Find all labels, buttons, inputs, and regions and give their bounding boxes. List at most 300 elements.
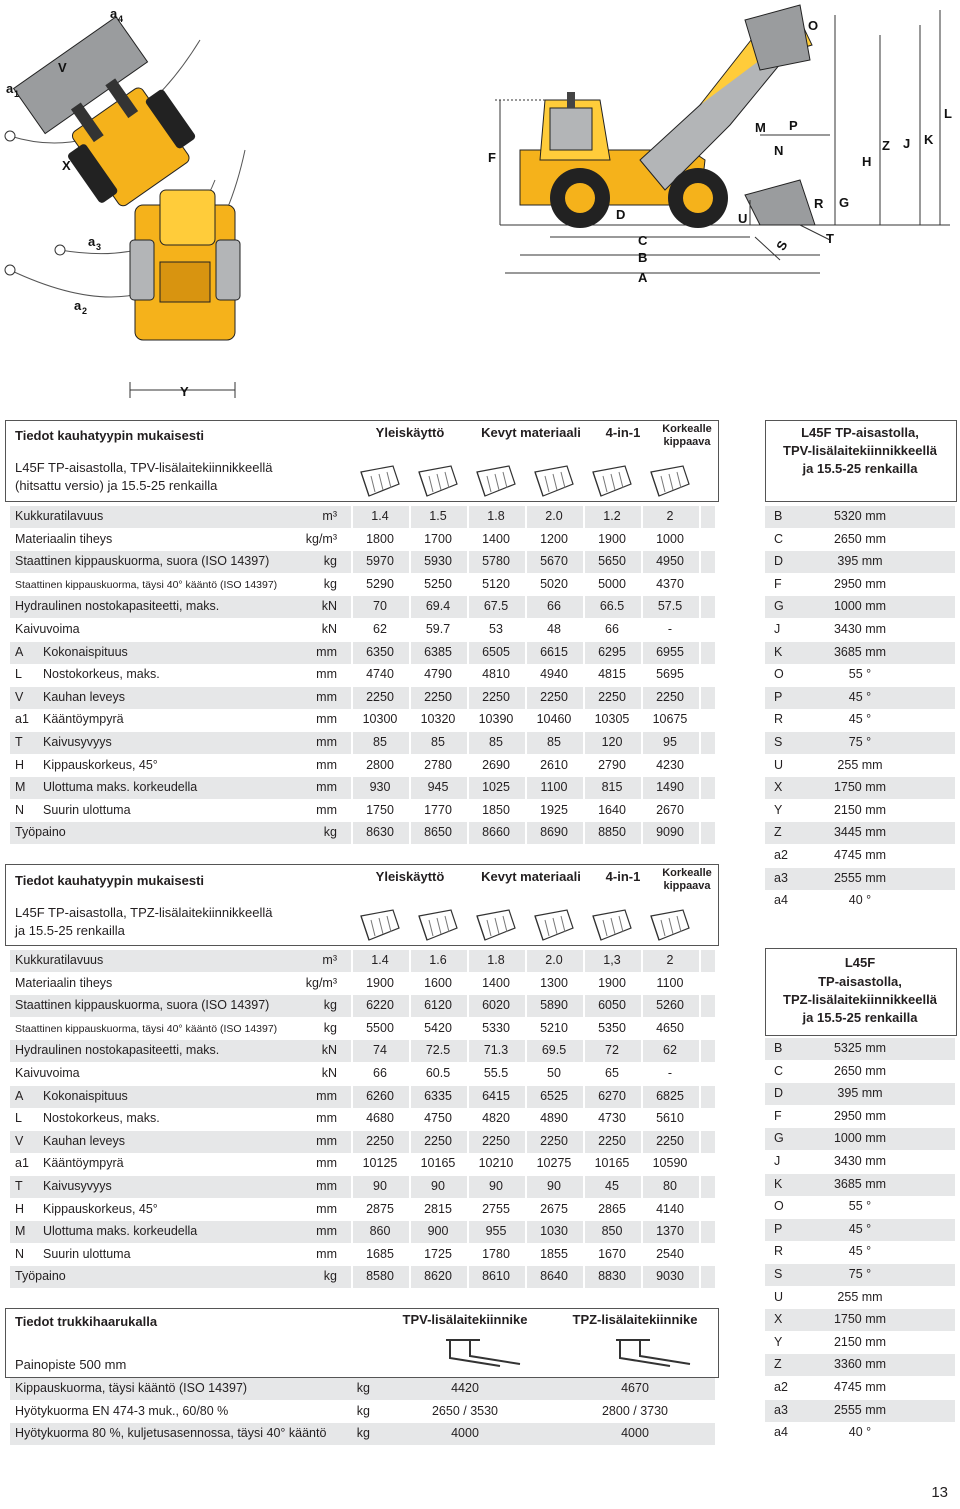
svg-text:H: H: [862, 154, 872, 169]
row-value: 1.2: [603, 509, 621, 523]
spec-row: [765, 619, 955, 641]
spec-value: 2650 mm: [833, 531, 887, 546]
row-value: 2650 / 3530: [431, 1403, 499, 1418]
row-value: 90: [431, 1179, 445, 1193]
spec-value: 40 °: [848, 893, 872, 908]
spec-key: X: [774, 780, 783, 795]
spec-row: [765, 1264, 955, 1286]
spec-value: 1750 mm: [833, 780, 887, 795]
row-label: [15, 758, 158, 772]
spec-key: a2: [774, 1380, 788, 1394]
row-letter: A: [15, 1088, 24, 1103]
table-row: [10, 973, 715, 995]
row-value: 2800 / 3730: [601, 1403, 669, 1418]
svg-text:2: 2: [82, 306, 88, 316]
table-row: [10, 529, 715, 551]
table-row: [10, 995, 715, 1017]
row-value: 10165: [594, 1156, 630, 1171]
row-unit: kg/m³: [305, 975, 337, 990]
row-unit: mm: [316, 802, 337, 817]
pallet-fork-icon: [440, 1336, 530, 1374]
row-value: 6615: [540, 644, 568, 659]
row-unit: m³: [322, 509, 337, 523]
table-row: [10, 1423, 715, 1445]
row-value: 5260: [656, 998, 684, 1013]
row-letter: A: [15, 644, 24, 659]
4in1-bucket-icon: [589, 462, 635, 500]
spec-row: [765, 845, 955, 867]
row-value: 4740: [366, 667, 394, 682]
bucket-icon: [473, 906, 519, 944]
spec-key: J: [774, 622, 781, 636]
column-separator: [351, 506, 353, 845]
row-unit: mm: [316, 712, 337, 727]
row-value: 53: [489, 622, 503, 636]
row-value: 4790: [424, 667, 452, 682]
row-value: 5500: [366, 1020, 394, 1035]
spec-key: O: [774, 1199, 784, 1214]
bucket-icon: [531, 906, 577, 944]
spec-value: 2555 mm: [833, 870, 887, 885]
row-label: [15, 645, 128, 659]
row-label-text: Kippauskorkeus, 45°: [43, 757, 158, 772]
table-row: [10, 777, 715, 799]
row-value: 70: [373, 599, 387, 614]
row-label: [15, 1134, 125, 1148]
row-value: 1000: [656, 531, 684, 546]
row-label: [15, 998, 269, 1012]
table-row: [10, 1176, 715, 1198]
row-label-text: Kaivuvoima: [15, 622, 80, 636]
row-value: 1400: [482, 975, 510, 990]
row-value: 90: [489, 1179, 503, 1193]
row-value: 10305: [594, 712, 630, 727]
row-value: 6270: [598, 1088, 626, 1103]
row-label-text: Kukkuratilavuus: [15, 953, 104, 967]
row-value: 2250: [424, 1133, 452, 1148]
column-separator: [583, 506, 585, 845]
table-row: [10, 1266, 715, 1288]
row-unit: kg: [356, 1381, 370, 1395]
4in1-bucket-icon: [589, 906, 635, 944]
table-row: [10, 709, 715, 731]
row-unit: m³: [322, 953, 337, 967]
spec-row: [765, 1241, 955, 1263]
spec-key: S: [774, 735, 783, 749]
row-label: Kippauskuorma, täysi kääntö (ISO 14397): [15, 1381, 248, 1395]
table-row: [10, 1108, 715, 1130]
row-value: 45: [605, 1179, 619, 1193]
row-unit: mm: [316, 1133, 337, 1148]
spec-key: Y: [774, 1334, 783, 1349]
spec-value: 3685 mm: [833, 644, 887, 659]
row-value: 5650: [598, 554, 626, 569]
row-value: 1900: [598, 975, 626, 990]
loader-side-view: [488, 5, 952, 285]
row-value: 4670: [621, 1381, 649, 1395]
row-label-text: Kauhan leveys: [43, 689, 126, 704]
pallet-fork-icon: [610, 1336, 700, 1374]
spec-row: [765, 506, 955, 528]
spec-key: a4: [774, 893, 788, 908]
row-value: 1685: [366, 1246, 394, 1261]
row-value: 10210: [478, 1156, 514, 1171]
spec-value: 2150 mm: [833, 1334, 887, 1349]
row-value: 2690: [482, 757, 510, 772]
spec-value: 4745 mm: [833, 848, 887, 862]
row-letter: N: [15, 802, 25, 817]
spec-row: [765, 1174, 955, 1196]
spec-key: Z: [774, 825, 782, 840]
row-value: 10460: [536, 712, 572, 727]
spec-row: [765, 1038, 955, 1060]
svg-text:U: U: [738, 211, 748, 226]
bucket-icon: [415, 462, 461, 500]
row-value: 6220: [366, 998, 394, 1013]
row-value: 955: [485, 1224, 507, 1239]
row-label: [15, 953, 103, 967]
spec-key: a2: [774, 848, 788, 862]
spec-value: 45 °: [848, 1244, 872, 1259]
row-label: [15, 712, 124, 726]
bucket-icon: [531, 462, 577, 500]
spec-value: 3430 mm: [833, 622, 887, 636]
row-value: 8630: [366, 825, 394, 840]
row-value: 85: [431, 735, 445, 749]
spec-row: [765, 1151, 955, 1173]
row-value: 2: [666, 953, 674, 967]
row-label-text: Nostokorkeus, maks.: [43, 667, 160, 682]
svg-text:L: L: [944, 106, 952, 121]
spec-value: 3430 mm: [833, 1154, 887, 1168]
table1-subtitle-2: (hitsattu versio) ja 15.5-25 renkailla: [15, 478, 218, 493]
row-value: 10275: [536, 1156, 572, 1171]
spec-key: Z: [774, 1357, 782, 1372]
row-label: Hyötykuorma EN 474-3 muk., 60/80 %: [15, 1403, 229, 1418]
table-row: [10, 1063, 715, 1085]
svg-text:J: J: [903, 136, 911, 151]
row-unit: kg: [323, 825, 337, 840]
table-row: [10, 1040, 715, 1062]
spec-value: 40 °: [848, 1425, 872, 1440]
row-value: 6260: [366, 1088, 394, 1103]
row-unit: kg/m³: [305, 531, 337, 546]
row-value: 5610: [656, 1111, 684, 1126]
row-value: 5120: [482, 576, 510, 591]
row-value: 6350: [366, 644, 394, 659]
spec-row: [765, 664, 955, 686]
row-value: 2800: [366, 757, 394, 772]
spec-row: [765, 1377, 955, 1399]
spec-row: [765, 574, 955, 596]
spec-key: F: [774, 1108, 782, 1123]
row-unit: mm: [316, 1179, 337, 1193]
spec-value: 5325 mm: [833, 1041, 887, 1055]
row-value: 2250: [540, 689, 568, 704]
row-value: 1750: [366, 802, 394, 817]
spec-key: B: [774, 509, 783, 523]
row-value: 900: [427, 1224, 449, 1239]
table2-title: Tiedot kauhatyypin mukaisesti: [15, 873, 205, 888]
row-label-text: Työpaino: [15, 825, 66, 840]
row-label: [15, 667, 160, 681]
row-value: 5970: [366, 554, 394, 569]
row-label: [15, 976, 112, 990]
row-unit: kg: [323, 554, 337, 569]
table1-title: Tiedot kauhatyypin mukaisesti: [15, 428, 205, 443]
spec-value: 3445 mm: [833, 825, 887, 840]
row-value: -: [667, 622, 673, 636]
row-value: 71.3: [483, 1043, 509, 1058]
spec-value: 395 mm: [837, 554, 883, 569]
svg-text:Y: Y: [180, 384, 189, 399]
row-value: 6020: [482, 998, 510, 1013]
row-value: 4750: [424, 1111, 452, 1126]
row-value: 66.5: [599, 599, 625, 614]
spec-key: C: [774, 1063, 784, 1078]
row-unit: mm: [316, 735, 337, 749]
row-value: 1100: [540, 780, 568, 795]
row-label: [15, 1179, 112, 1193]
row-value: 5420: [424, 1020, 452, 1035]
spec-row: [765, 1219, 955, 1241]
row-value: 2675: [540, 1201, 568, 1216]
row-value: 2780: [424, 757, 452, 772]
spec-key: B: [774, 1041, 783, 1055]
row-label: [15, 622, 80, 636]
row-value: 95: [663, 735, 677, 749]
row-value: 2250: [656, 689, 684, 704]
row-value: 860: [369, 1224, 391, 1239]
row-value: 1400: [482, 531, 510, 546]
row-value: 85: [373, 735, 387, 749]
row-unit: mm: [316, 667, 337, 682]
row-unit: mm: [316, 1111, 337, 1126]
row-label-text: Kaivusyvyys: [43, 735, 112, 749]
row-value: 62: [373, 622, 387, 636]
svg-text:O: O: [808, 18, 819, 33]
svg-text:P: P: [789, 118, 798, 133]
row-value: 2250: [366, 689, 394, 704]
row-value: 1900: [366, 975, 394, 990]
row-label-text: Ulottuma maks. korkeudella: [43, 780, 198, 795]
table-row: [10, 950, 715, 972]
svg-text:a: a: [6, 81, 14, 96]
row-unit: kg: [356, 1426, 370, 1441]
row-label-text: Kukkuratilavuus: [15, 509, 104, 523]
row-value: 2755: [482, 1201, 510, 1216]
column-separator: [409, 506, 411, 845]
spec-row: [765, 551, 955, 573]
row-label-text: Staattinen kippauskuorma, suora (ISO 14397): [15, 554, 270, 569]
row-value: 2670: [656, 802, 684, 817]
row-value: 5020: [540, 576, 568, 591]
spec-key: J: [774, 1154, 781, 1168]
table1-col-yleiskaytto: Yleiskäyttö: [375, 425, 445, 440]
row-value: 6415: [482, 1088, 510, 1103]
row-value: 6385: [424, 644, 452, 659]
spec-key: C: [774, 531, 784, 546]
row-value: 2250: [598, 689, 626, 704]
row-label: [15, 1043, 219, 1057]
spec-row: [765, 822, 955, 844]
column-separator: [641, 506, 643, 845]
table3-col-tpv: TPV-lisälaitekiinnike: [402, 1312, 528, 1327]
row-value: 2815: [424, 1201, 452, 1216]
svg-text:A: A: [638, 270, 648, 285]
row-value: -: [667, 1066, 673, 1080]
table3-col-tpz: TPZ-lisälaitekiinnike: [572, 1312, 698, 1327]
row-value: 9030: [656, 1269, 684, 1284]
spec-row: [765, 1196, 955, 1218]
table-row: [10, 551, 715, 573]
spec-key: a3: [774, 870, 788, 885]
svg-text:T: T: [826, 231, 834, 246]
svg-text:D: D: [616, 207, 626, 222]
row-value: 1855: [540, 1246, 568, 1261]
svg-text:3: 3: [96, 242, 102, 252]
table-row: [10, 596, 715, 618]
row-unit: mm: [316, 757, 337, 772]
table1-col-kevyt: Kevyt materiaali: [481, 425, 581, 440]
row-label: [15, 1202, 158, 1216]
row-value: 67.5: [483, 599, 509, 614]
row-value: 5000: [598, 576, 626, 591]
row-value: 57.5: [657, 599, 683, 614]
row-label: Hyötykuorma 80 %, kuljetusasennossa, täysi 40° kääntö: [15, 1426, 327, 1441]
side1-title-2: TPV-lisälaitekiinnikkeellä: [783, 443, 937, 458]
bucket-icon: [415, 906, 461, 944]
row-value: 5290: [366, 576, 394, 591]
row-value: 8850: [598, 825, 626, 840]
row-value: 4815: [598, 667, 626, 682]
row-letter: M: [15, 780, 26, 795]
row-label-text: Kääntöympyrä: [43, 1156, 124, 1171]
spec-row: [765, 529, 955, 551]
table-row: [10, 755, 715, 777]
spec-value: 3360 mm: [833, 1357, 887, 1372]
spec-value: 2950 mm: [833, 576, 887, 591]
row-value: 66: [605, 622, 619, 636]
row-value: 5930: [424, 554, 452, 569]
row-value: 4940: [540, 667, 568, 682]
row-label-text: Hydraulinen nostokapasiteetti, maks.: [15, 599, 220, 614]
spec-key: K: [774, 1176, 783, 1191]
side2-title-2: TP-aisastolla,: [818, 974, 902, 989]
svg-text:a: a: [74, 298, 82, 313]
row-letter: T: [15, 1179, 23, 1193]
table1-subtitle-1: L45F TP-aisastolla, TPV-lisälaitekiinnikkeellä: [15, 460, 273, 475]
row-letter: M: [15, 1224, 26, 1239]
spec-row: [765, 800, 955, 822]
row-value: 4820: [482, 1111, 510, 1126]
row-letter: N: [15, 1246, 25, 1261]
row-value: 8660: [482, 825, 510, 840]
row-label: [15, 599, 219, 613]
row-letter: a1: [15, 712, 29, 727]
table2-col-kevyt: Kevyt materiaali: [481, 869, 581, 884]
row-unit: kg: [323, 998, 337, 1013]
side1-title-1: L45F TP-aisastolla,: [801, 425, 919, 440]
spec-value: 45 °: [848, 712, 872, 727]
row-unit: kN: [321, 599, 337, 614]
row-value: 4000: [451, 1426, 479, 1441]
table-row: [10, 1378, 715, 1400]
row-value: 4140: [656, 1201, 684, 1216]
row-label-text: Nostokorkeus, maks.: [43, 1111, 160, 1126]
row-value: 4890: [540, 1111, 568, 1126]
side2-title-1: L45F: [844, 955, 876, 970]
row-value: 4730: [598, 1111, 626, 1126]
row-value: 1.8: [487, 509, 505, 523]
row-value: 1370: [656, 1224, 684, 1239]
row-value: 6050: [598, 998, 626, 1013]
row-value: 2.0: [545, 953, 563, 967]
row-letter: V: [15, 1133, 24, 1148]
row-label-text: Hydraulinen nostokapasiteetti, maks.: [15, 1043, 220, 1058]
spec-value: 55 °: [848, 667, 872, 682]
svg-text:Z: Z: [882, 138, 890, 153]
spec-key: U: [774, 1289, 784, 1304]
spec-row: [765, 755, 955, 777]
row-value: 1700: [424, 531, 452, 546]
row-letter: L: [15, 1111, 22, 1126]
row-value: 1.8: [487, 953, 505, 967]
row-value: 72: [605, 1043, 619, 1058]
row-unit: kg: [323, 1020, 337, 1035]
spec-key: D: [774, 554, 784, 569]
row-label-text: Kokonaispituus: [43, 644, 128, 659]
row-value: 1670: [598, 1246, 626, 1261]
row-value: 10320: [420, 712, 456, 727]
bucket-icon: [357, 462, 403, 500]
table-row: [10, 506, 715, 528]
spec-value: 75 °: [848, 1267, 872, 1281]
svg-text:1: 1: [14, 89, 20, 99]
svg-text:B: B: [638, 250, 648, 265]
spec-key: a3: [774, 1402, 788, 1417]
row-value: 8690: [540, 825, 568, 840]
spec-value: 2150 mm: [833, 802, 887, 817]
row-value: 6120: [424, 998, 452, 1013]
row-label: [15, 1247, 131, 1261]
side2-title-3: TPZ-lisälaitekiinnikkeellä: [783, 992, 937, 1007]
row-unit: mm: [316, 780, 337, 795]
spec-row: [765, 1287, 955, 1309]
table1-col-korkealle: Korkealle kippaava: [662, 423, 712, 448]
spec-key: K: [774, 644, 783, 659]
row-label-text: Kaivuvoima: [15, 1066, 80, 1080]
table-row: [10, 619, 715, 641]
row-label-text: Ulottuma maks. korkeudella: [43, 1224, 198, 1239]
row-value: 1800: [366, 531, 394, 546]
row-value: 1900: [598, 531, 626, 546]
svg-text:4: 4: [118, 14, 124, 24]
row-value: 80: [663, 1179, 677, 1193]
row-value: 4650: [656, 1020, 684, 1035]
table-row: [10, 1221, 715, 1243]
spec-value: 55 °: [848, 1199, 872, 1214]
row-value: 2.0: [545, 509, 563, 523]
row-unit: mm: [316, 644, 337, 659]
row-value: 815: [601, 780, 623, 795]
row-value: 4810: [482, 667, 510, 682]
table-row: [10, 642, 715, 664]
row-value: 4370: [656, 576, 684, 591]
row-value: 6525: [540, 1088, 568, 1103]
row-label-text: Materiaalin tiheys: [15, 531, 113, 546]
row-value: 4230: [656, 757, 684, 772]
